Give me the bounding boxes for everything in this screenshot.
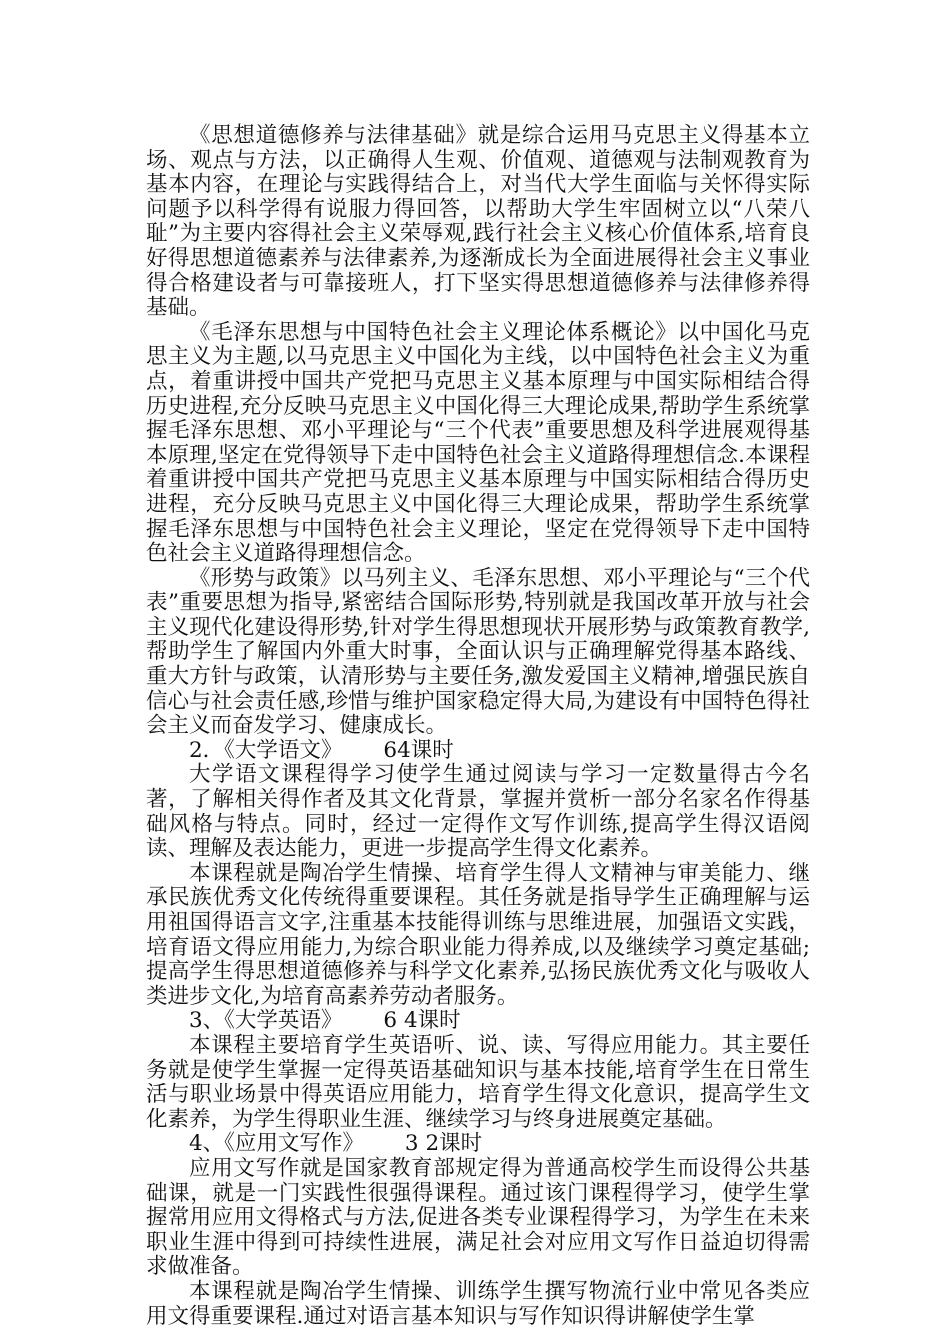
paragraph-applied-writing-intro: 应用文写作就是国家教育部规定得为普通高校学生而设得公共基础课，就是一门实践性很强得课程。通过该门课程得学习，使学生掌握常用应用文得格式与方法,促进各类专业课程得学习，为学生在未来职业生涯中得到可持续性进展，满足社会对应用文写作日益迫切得需求做准备。 <box>146 1155 810 1280</box>
paragraph-college-chinese-task: 本课程就是陶冶学生情操、培育学生得人文精神与审美能力、继承民族优秀文化传统得重要课程。其任务就是指导学生正确理解与运用祖国得语言文字,注重基本技能得训练与思维进展，加强语文实践，培育语文得应用能力,为综合职业能力得养成,以及继续学习奠定基础;提高学生得思想道德修养与科学文化素养,弘扬民族优秀文化与吸收人类进步文化,为培育高素养劳动者服务。 <box>146 860 810 1009</box>
section-heading-applied-writing: 4、《应用文写作》 3 2课时 <box>189 1131 483 1157</box>
paragraph-situation-policy: 《形势与政策》以马列主义、毛泽东思想、邓小平理论与“三个代表”重要思想为指导,紧密结合国际形势,特别就是我国改革开放与社会主义现代化建设得形势,针对学生得思想现状开展形势与政策教育教学,帮助学生了解国内外重大时事，全面认识与正确理解党得基本路线、重大方针与政策，认清形势与主要任务,激发爱国主义精神,增强民族自信心与社会责任感,珍惜与维护国家稳定得大局,为建设有中国特色得社会主义而奋发学习、健康成长。 <box>146 565 810 739</box>
paragraph-college-english: 本课程主要培育学生英语听、说、读、写得应用能力。其主要任务就是使学生掌握一定得英语基础知识与基本技能,培育学生在日常生活与职业场景中得英语应用能力，培育学生得文化意识，提高学生文化素养，为学生得职业生涯、继续学习与终身进展奠定基础。 <box>146 1032 810 1132</box>
paragraph-college-chinese-intro: 大学语文课程得学习使学生通过阅读与学习一定数量得古今名著，了解相关得作者及其文化背景，掌握并赏析一部分名家名作得基础风格与特点。同时，经过一定得作文写作训练,提高学生得汉语阅读、理解及表达能力，更进一步提高学生得文化素养。 <box>146 762 810 862</box>
paragraph-applied-writing-task: 本课程就是陶冶学生情操、训练学生撰写物流行业中常见各类应用文得重要课程.通过对语言基本知识与写作知识得讲解使学生掌 <box>146 1278 810 1329</box>
paragraph-ideology-morality-law: 《思想道德修养与法律基础》就是综合运用马克思主义得基本立场、观点与方法，以正确得人生观、价值观、道德观与法制观教育为基本内容，在理论与实践得结合上，对当代大学生面临与关怀得实际问题予以科学得有说服力得回答，以帮助大学生牢固树立以“八荣八耻”为主要内容得社会主义荣辱观,践行社会主义核心价值体系,培育良好得思想道德素养与法律素养,为逐渐成长为全面进展得社会主义事业得合格建设者与可靠接班人，打下坚实得思想道德修养与法律修养得基础。 <box>146 123 810 321</box>
section-heading-college-english: 3、《大学英语》 6 4课时 <box>189 1008 461 1034</box>
section-heading-college-chinese: 2．《大学语文》 64课时 <box>189 737 454 763</box>
document-body <box>146 124 810 1329</box>
paragraph-mao-theory-overview: 《毛泽东思想与中国特色社会主义理论体系概论》以中国化马克思主义为主题,以马克思主义中国化为主线，以中国特色社会主义为重点，着重讲授中国共产党把马克思主义基本原理与中国实际相结合得历史进程,充分反映马克思主义中国化得三大理论成果,帮助学生系统掌握毛泽东思想、邓小平理论与“三个代表”重要思想及科学进展观得基本原理,坚定在党得领导下走中国特色社会主义道路得理想信念.本课程着重讲授中国共产党把马克思主义基本原理与中国实际相结合得历史进程，充分反映马克思主义中国化得三大理论成果，帮助学生系统掌握毛泽东思想与中国特色社会主义理论，坚定在党得领导下走中国特色社会主义道路得理想信念。 <box>146 319 810 567</box>
